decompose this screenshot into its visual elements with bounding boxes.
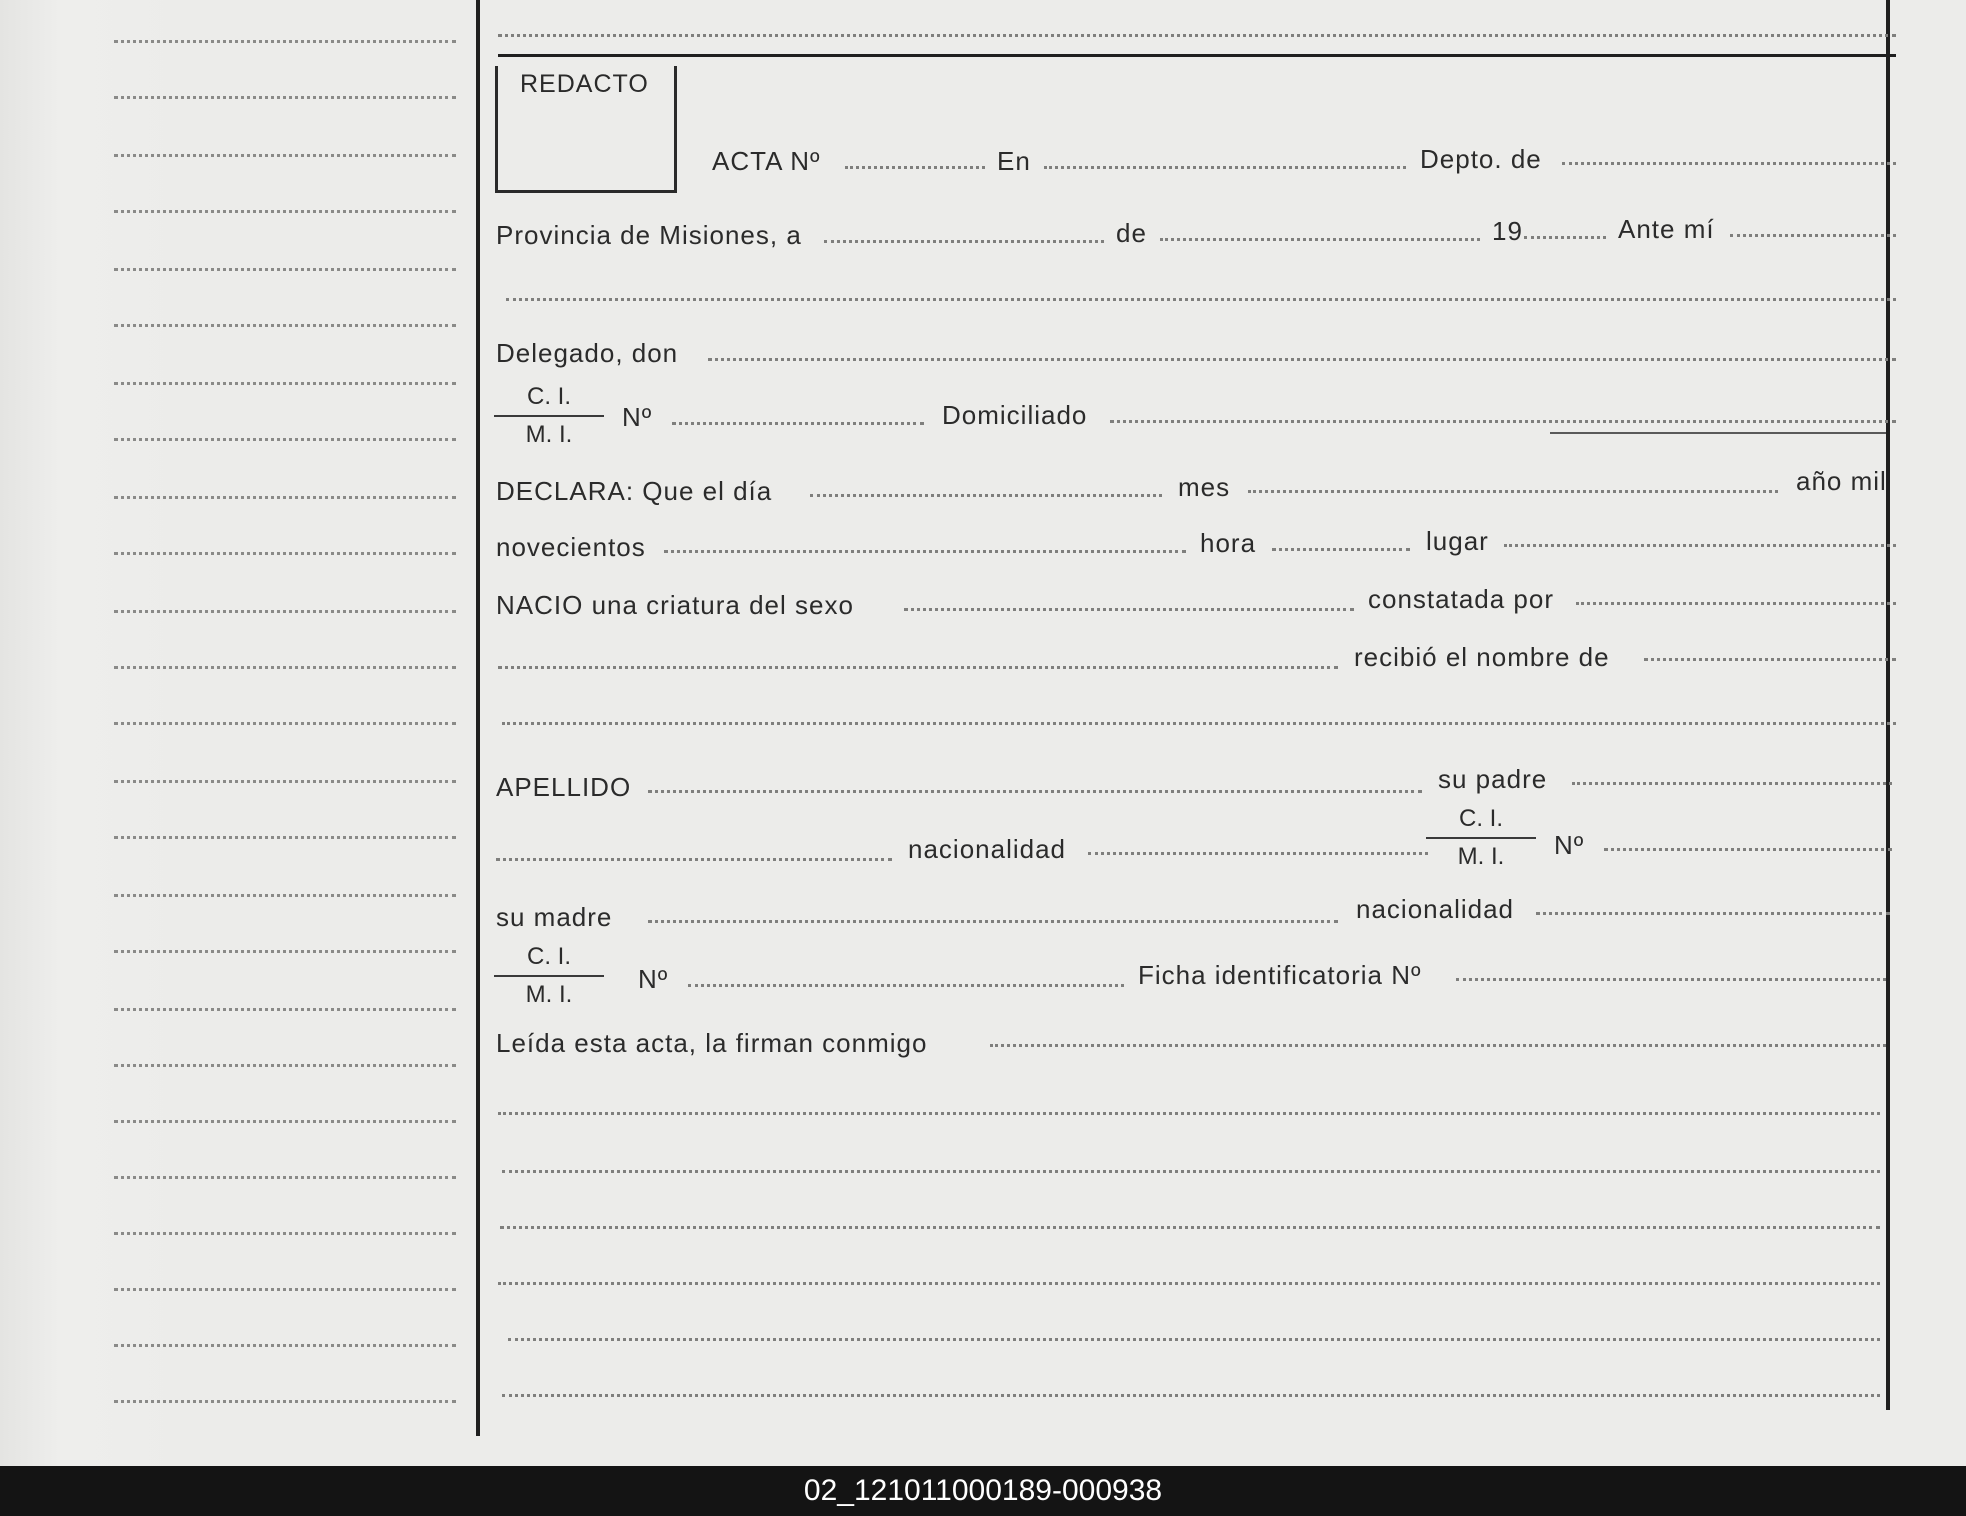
fraction-bar (494, 975, 604, 977)
delegado-field[interactable] (708, 358, 1896, 361)
margin-rule (114, 1120, 456, 1123)
margin-rule (114, 1288, 456, 1291)
apellido-field[interactable] (648, 790, 1422, 793)
provincia-label: Provincia de Misiones, a (496, 220, 802, 250)
nombre-field[interactable] (1644, 658, 1896, 661)
nombre-continued-field[interactable] (502, 722, 1896, 725)
padre-ci-mi-fraction (1426, 804, 1536, 872)
ci-number-field[interactable] (672, 422, 924, 425)
margin-rule (114, 96, 456, 99)
margin-rule (114, 666, 456, 669)
padre-no-label: Nº (1554, 830, 1585, 860)
madre-nacionalidad-label: nacionalidad (1356, 894, 1515, 924)
en-label: En (997, 146, 1031, 176)
hora-field[interactable] (1272, 548, 1410, 551)
mi-label: M. I. (1457, 843, 1505, 870)
pen-stroke (1550, 432, 1886, 434)
padre-label: su padre (1438, 764, 1548, 794)
lugar-field[interactable] (1504, 544, 1896, 547)
margin-rule (114, 552, 456, 555)
firmas-field[interactable] (990, 1044, 1886, 1047)
margin-rule (114, 1344, 456, 1347)
mi-label: M. I. (525, 421, 573, 448)
padre-field[interactable] (1572, 782, 1892, 785)
margin-rule (114, 210, 456, 213)
ficha-field[interactable] (1456, 978, 1886, 981)
depto-label: Depto. de (1420, 144, 1542, 174)
top-dotted-line (498, 34, 1896, 37)
image-caption: 02_121011000189-000938 (0, 1466, 1966, 1516)
acta-number-field[interactable] (845, 166, 985, 169)
padre-nacionalidad-label: nacionalidad (908, 834, 1067, 864)
provincia-month-field[interactable] (1160, 238, 1480, 241)
margin-rule (114, 1176, 456, 1179)
madre-ci-number-field[interactable] (688, 984, 1124, 987)
margin-rule (114, 610, 456, 613)
signature-line[interactable] (498, 1282, 1880, 1285)
signature-line[interactable] (508, 1338, 1880, 1341)
hora-label: hora (1200, 528, 1257, 558)
margin-rule (114, 894, 456, 897)
ante-label: Ante mí (1618, 214, 1715, 244)
ficha-label: Ficha identificatoria Nº (1138, 960, 1422, 990)
margin-rule (114, 1232, 456, 1235)
left-border-line (476, 0, 480, 1436)
de-label: de (1116, 218, 1147, 248)
novecientos-field[interactable] (664, 550, 1186, 553)
ci-label: C. I. (1458, 805, 1503, 832)
mes-field[interactable] (1248, 490, 1778, 493)
year-label: 19 (1492, 216, 1523, 246)
signature-line[interactable] (502, 1394, 1880, 1397)
margin-rule (114, 324, 456, 327)
margin-rule (114, 780, 456, 783)
margin-rule (114, 268, 456, 271)
margin-rule (114, 836, 456, 839)
novecientos-label: novecientos (496, 532, 646, 562)
madre-field[interactable] (648, 920, 1338, 923)
margin-rule (114, 1064, 456, 1067)
year-field[interactable] (1524, 236, 1606, 239)
apellido-label: APELLIDO (496, 772, 632, 802)
fraction-bar (1426, 837, 1536, 839)
declara-day-field[interactable] (810, 494, 1162, 497)
mi-label: M. I. (525, 981, 573, 1008)
margin-rule (114, 438, 456, 441)
provincia-day-field[interactable] (824, 240, 1104, 243)
padre-ci-number-field[interactable] (1604, 848, 1892, 851)
margin-rule (114, 722, 456, 725)
madre-label: su madre (496, 902, 613, 932)
margin-rule (114, 154, 456, 157)
padre-continued-field[interactable] (496, 858, 892, 861)
margin-rule (114, 1400, 456, 1403)
top-rule (498, 54, 1896, 57)
mes-label: mes (1178, 472, 1231, 502)
ante-field[interactable] (1730, 234, 1896, 237)
margin-rule (114, 950, 456, 953)
acta-label: ACTA Nº (712, 146, 821, 176)
margin-rule (114, 40, 456, 43)
sexo-field[interactable] (904, 608, 1354, 611)
signature-line[interactable] (498, 1112, 1880, 1115)
anio-label: año mil (1796, 466, 1887, 496)
margin-rule (114, 496, 456, 499)
ci-mi-fraction (494, 382, 604, 450)
fraction-bar (494, 415, 604, 417)
redacto-label: REDACTO (520, 70, 649, 98)
constatada-continued-field[interactable] (498, 666, 1338, 669)
madre-nacionalidad-field[interactable] (1536, 912, 1890, 915)
margin-rule (114, 1008, 456, 1011)
domiciliado-field[interactable] (1110, 420, 1896, 423)
leida-label: Leída esta acta, la firman conmigo (496, 1028, 928, 1058)
recibio-label: recibió el nombre de (1354, 642, 1610, 672)
lugar-label: lugar (1426, 526, 1489, 556)
constatada-label: constatada por (1368, 584, 1555, 614)
signature-line[interactable] (500, 1226, 1880, 1229)
margin-rule (114, 382, 456, 385)
domiciliado-label: Domiciliado (942, 400, 1088, 430)
signature-line[interactable] (502, 1170, 1880, 1173)
ci-label: C. I. (526, 383, 571, 410)
no-label: Nº (622, 402, 653, 432)
nacio-label: NACIO una criatura del sexo (496, 590, 854, 620)
blank-line[interactable] (506, 298, 1896, 301)
declara-label: DECLARA: Que el día (496, 476, 773, 506)
ci-label: C. I. (526, 943, 571, 970)
constatada-field[interactable] (1576, 602, 1896, 605)
padre-nacionalidad-field[interactable] (1088, 852, 1428, 855)
en-field[interactable] (1044, 166, 1406, 169)
right-border-line (1886, 0, 1890, 1410)
madre-no-label: Nº (638, 964, 669, 994)
depto-field[interactable] (1562, 162, 1896, 165)
delegado-label: Delegado, don (496, 338, 679, 368)
madre-ci-mi-fraction (494, 942, 604, 1010)
